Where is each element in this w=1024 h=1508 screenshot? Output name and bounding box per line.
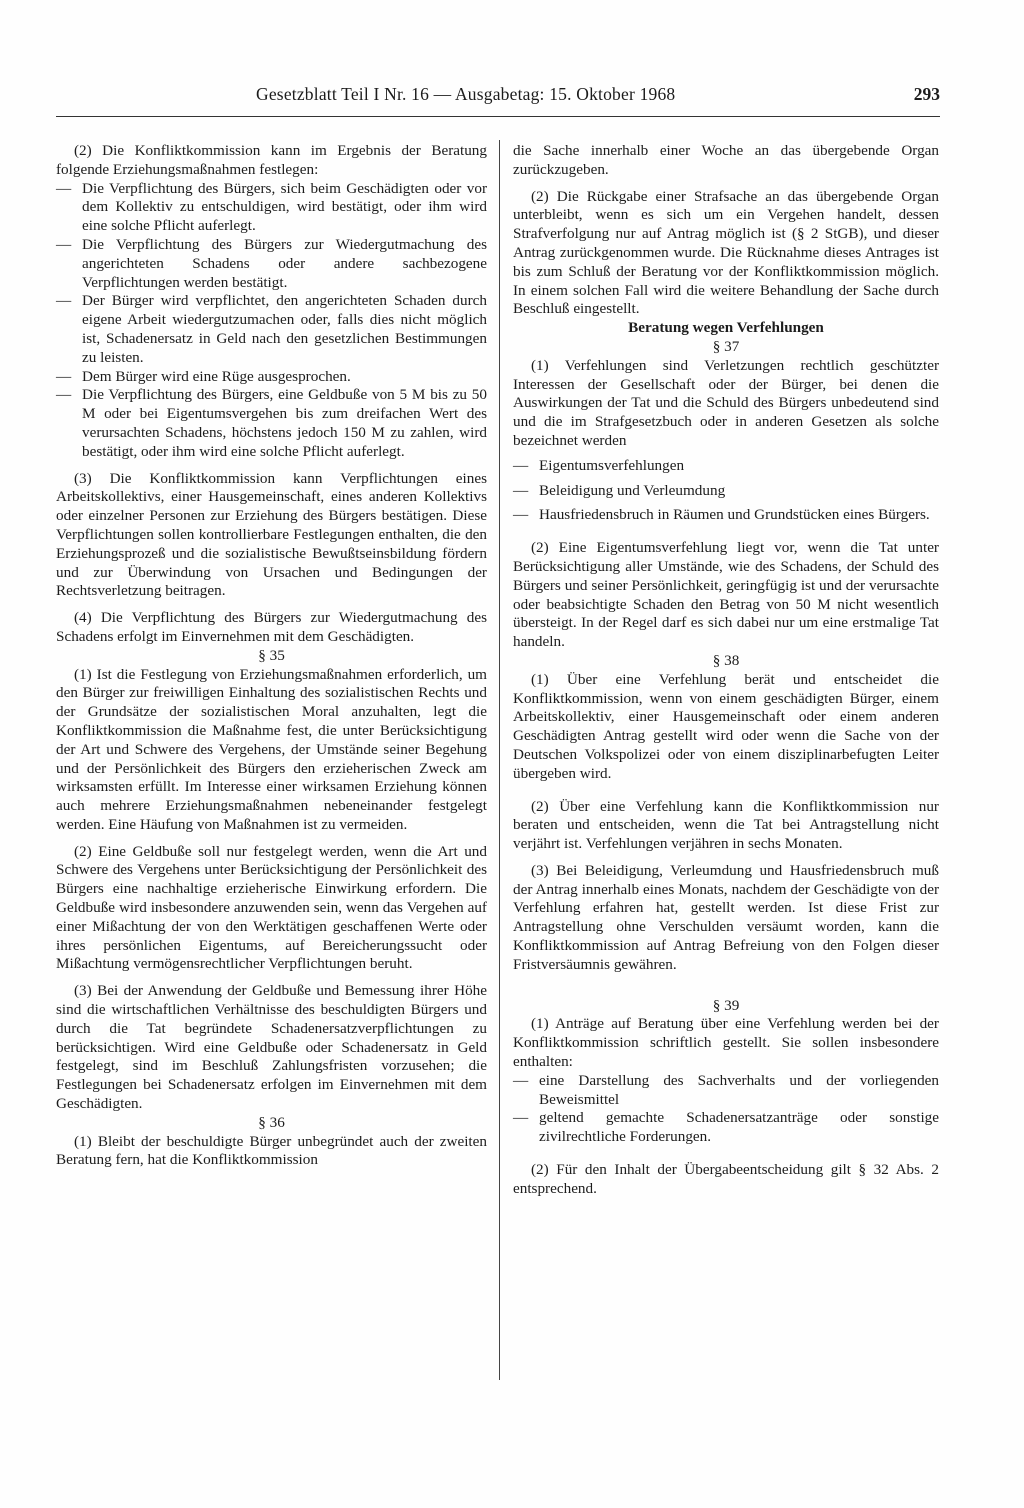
paragraph: (2) Über eine Verfehlung kann die Konfliktkommission nur beraten und entscheiden, wenn die Tat bei Antragstellung nicht verjährt ist. Verfehlungen verjähren in sechs Monaten. xyxy=(513,797,939,853)
column-divider xyxy=(499,140,500,1380)
section-number-35: § 35 xyxy=(258,646,285,664)
paragraph: die Sache innerhalb einer Woche an das übergebende Organ zurückzugeben. xyxy=(513,142,939,178)
header-rule xyxy=(56,116,940,117)
paragraph: (3) Bei Beleidigung, Verleumdung und Hausfriedensbruch muß der Antrag innerhalb eines Monats, nachdem der Geschädigte von der Verfehlung erfahren hat, gestellt werden. Ist diese Frist zur Antragstellung ohne Verschulden versäumt worden, kann die Konfliktkommission auf Antrag Befreiung von den Folgen dieser Fristversäumnis gewähren. xyxy=(513,861,939,973)
page-number: 293 xyxy=(913,84,940,104)
paragraph: (3) Bei der Anwendung der Geldbuße und Bemessung ihrer Höhe sind die wirtschaftlichen Verhältnisse des beschuldigten Bürgers und durch die Tat begründete Schadenersatzverpflichtungen zu berücksichtigen. Wird eine Geldbuße oder Schadenersatz in Geld festgelegt, sind im Beschluß Zahlungsfristen vorzusehen; die Festlegungen bei Schadenersatz erfolgen im Einvernehmen mit dem Geschädigten. xyxy=(56,982,487,1113)
header-title: Gesetzblatt Teil I Nr. 16 — Ausgabetag: 15. Oktober 1968 xyxy=(256,84,676,104)
paragraph: (2) Die Rückgabe einer Strafsache an das übergebende Organ unterbleibt, wenn es sich um ein Vergehen handelt, dessen Strafverfolgung nur auf Antrag möglich ist (§ 2 StGB), und dieser Antrag zurückgenommen wurde. Die Rücknahme dieses Antrages ist bis zum Schluß der Beratung vor der Konfliktkommission möglich. In einem solchen Fall wird die weitere Behandlung der Sache durch Beschluß eingestellt. xyxy=(513,187,939,318)
section-heading: Beratung wegen Verfehlungen xyxy=(628,319,824,337)
list-item: — geltend gemachte Schadenersatzanträge oder sonstige zivilrechtliche Forderungen. xyxy=(513,1109,939,1147)
left-column xyxy=(56,142,487,1170)
right-column xyxy=(513,142,939,1199)
paragraph: (1) Über eine Verfehlung berät und entscheidet die Konfliktkommission, wenn von einem geschädigten Bürger, einem Arbeitskollektiv, einer Hausgemeinschaft oder einem anderen Geschädigten Antrag gestellt wird oder wenn die Sache von der Deutschen Volkspolizei oder von einem disziplinarbefugten Leiter übergeben wird. xyxy=(513,670,939,782)
paragraph: (1) Ist die Festlegung von Erziehungsmaßnahmen erforderlich, um den Bürger zur freiwilligen Einhaltung des sozialistischen Rechts und der Grundsätze der sozialistischen Moral anzuhalten, legt die Konfliktkommission die Maßnahme fest, die unter Berücksichtigung der Art und Schwere des Vergehens, der Umstände seiner Begehung und der Persönlichkeit des Bürgers den erzieherischen Zweck am wirksamsten erfüllt. Im Interesse einer wirksamen Erziehung können auch mehrere Erziehungsmaßnahmen nebeneinander festgelegt werden. Eine Häufung von Maßnahmen ist zu vermeiden. xyxy=(56,665,487,833)
section-number-39: § 39 xyxy=(712,996,740,1014)
paragraph: (2) Die Konfliktkommission kann im Ergebnis der Beratung folgende Erziehungsmaßnahmen festlegen: xyxy=(56,142,487,178)
list-item: — Die Verpflichtung des Bürgers, sich beim Geschädigten oder vor dem Kollektiv zu entschuldigen, wird bestätigt, oder ihm wird eine solche Pflicht auferlegt. xyxy=(56,180,487,236)
paragraph: (2) Eine Eigentumsverfehlung liegt vor, wenn die Tat unter Berücksichtigung aller Umstände, wie des Schadens, der Schuld des Bürgers und seiner Persönlichkeit, geringfügig ist und der verursachte oder beabsichtigte Schaden den Betrag von 50 M nicht wesentlich übersteigt. In der Regel darf es sich dabei nur um eine erstmalige Tat handeln. xyxy=(513,539,939,651)
list-item: — Eigentumsverfehlungen xyxy=(513,457,939,476)
paragraph: (1) Bleibt der beschuldigte Bürger unbegründet auch der zweiten Beratung fern, hat die Konfliktkommission xyxy=(56,1132,487,1169)
list-item: — Beleidigung und Verleumdung xyxy=(513,482,939,501)
paragraph: (4) Die Verpflichtung des Bürgers zur Wiedergutmachung des Schadens erfolgt im Einvernehmen mit dem Geschädigten. xyxy=(56,609,487,645)
verfehlungen-list xyxy=(513,457,939,525)
section-number-38: § 38 xyxy=(712,651,740,669)
section-number-36: § 36 xyxy=(258,1113,285,1131)
list-item: — Die Verpflichtung des Bürgers zur Wiedergutmachung des angerichteten Schadens oder andere sachbezogene Verpflichtungen werden bestätigt. xyxy=(56,236,487,292)
list-item: — Der Bürger wird verpflichtet, den angerichteten Schaden durch eigene Arbeit wiedergutzumachen oder, falls dies nicht möglich ist, Schadenersatz in Geld nach den gesetzlichen Bestimmungen zu leisten. xyxy=(56,292,487,367)
paragraph: (2) Eine Geldbuße soll nur festgelegt werden, wenn die Art und Schwere des Vergehens unter Berücksichtigung der Persönlichkeit des Bürgers eine nachhaltige erzieherische Einwirkung erfordern. Die Geldbuße wird insbesondere anzuwenden sein, wenn das Vergehen auf einer Mißachtung der von den Werktätigen geschaffenen Werte oder ihres persönlichen Eigentums, auf Bereicherungssucht oder Mißachtung vermögensrechtlicher Verpflichtungen beruht. xyxy=(56,842,487,973)
list-item: — Hausfriedensbruch in Räumen und Grundstücken eines Bürgers. xyxy=(513,506,939,525)
section-number-37: § 37 xyxy=(712,337,740,355)
paragraph: (1) Anträge auf Beratung über eine Verfehlung werden bei der Konfliktkommission schriftlich gestellt. Sie sollen insbesondere enthalten: xyxy=(513,1015,939,1071)
paragraph: (2) Für den Inhalt der Übergabeentscheidung gilt § 32 Abs. 2 entsprechend. xyxy=(513,1161,939,1197)
list-item: — Dem Bürger wird eine Rüge ausgesprochen. xyxy=(56,368,487,387)
paragraph: (1) Verfehlungen sind Verletzungen rechtlich geschützter Interessen der Gesellschaft oder der Bürger, bei denen die Auswirkungen der Tat und die Schuld des Bürgers unbedeutend sind und die im Strafgesetzbuch oder in anderen Gesetzen als solche bezeichnet werden xyxy=(513,356,939,449)
page-header xyxy=(56,84,940,114)
antrag-contents-list xyxy=(513,1072,939,1147)
paragraph: (3) Die Konfliktkommission kann Verpflichtungen eines Arbeitskollektivs, einer Hausgemeinschaft, eines anderen Kollektivs oder einzelner Personen zur Erziehung des Bürgers bestätigen. Diese Verpflichtungen sollen kontrollierbare Festlegungen enthalten, die den Erziehungsprozeß und die sozialistische Bewußtseinsbildung fördern und zur Überwindung von Ursachen und Bedingungen der Rechtsverletzung beitragen. xyxy=(56,469,487,600)
list-item: — Die Verpflichtung des Bürgers, eine Geldbuße von 5 M bis zu 50 M oder bei Eigentumsvergehen bis zum dreifachen Wert des verursachten Schadens, höchstens jedoch 150 M zu zahlen, wird bestätigt, oder ihm wird eine solche Pflicht auferlegt. xyxy=(56,386,487,461)
measures-list xyxy=(56,180,487,462)
list-item: — eine Darstellung des Sachverhalts und der vorliegenden Beweismittel xyxy=(513,1072,939,1110)
